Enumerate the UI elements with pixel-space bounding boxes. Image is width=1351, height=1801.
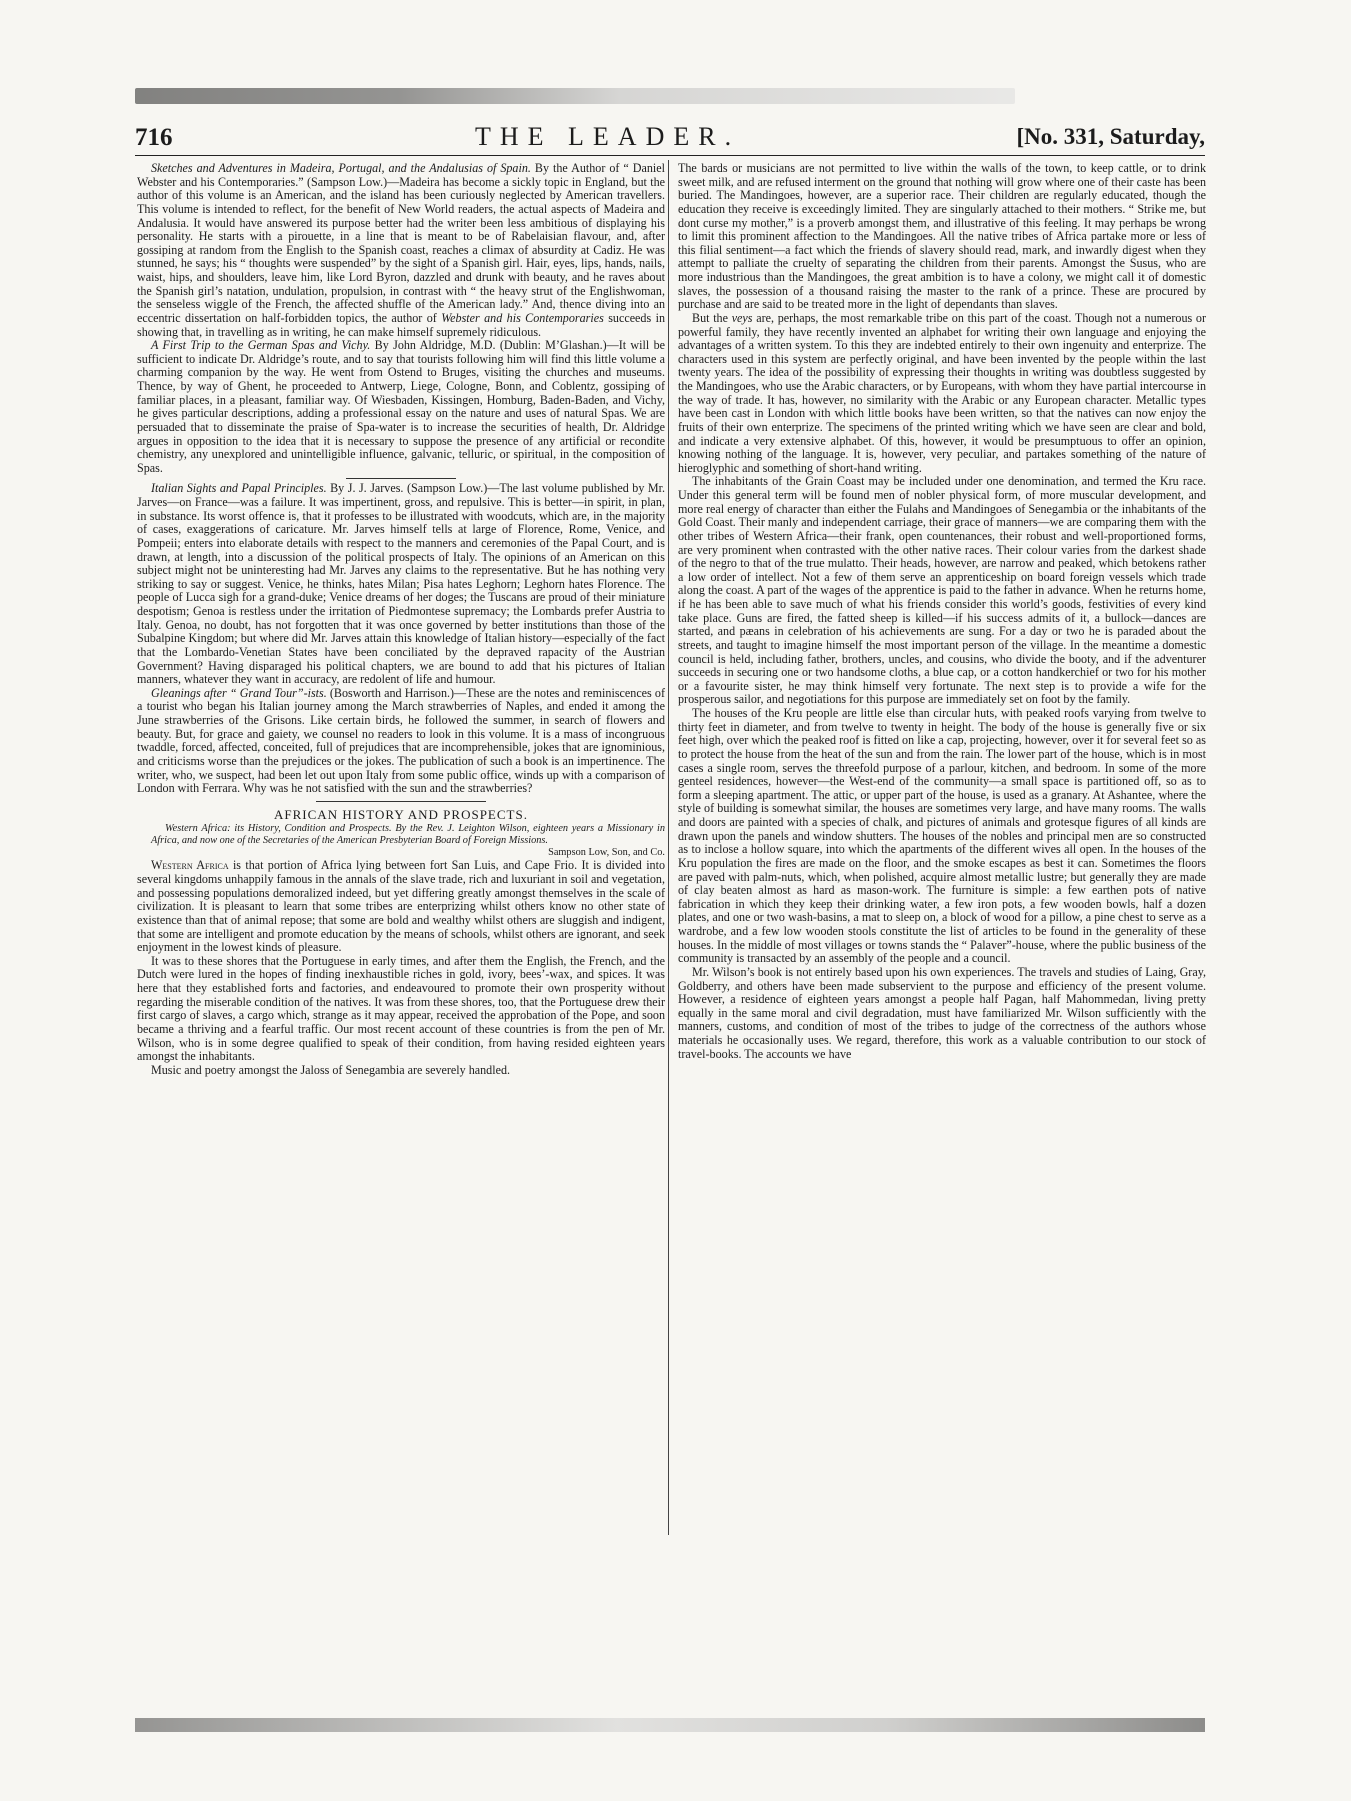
right-column — [678, 162, 1206, 1061]
article-paragraph: The bards or musicians are not permitted to live within the walls of the town, to keep cattle, or to drink sweet milk, and are refused interment on the ground that nothing will grow where one of their caste has been buried. The Mandingoes, however, are a superior race. Their children are regularly educated, though the education they receive is exceedingly limited. They are singularly attached to their mothers. “ Strike me, but dont curse my mother,” is a proverb amongst them, and illustrative of this feeling. It may perhaps be wrong to limit this prominent affection to the Mandingoes. All the native tribes of Africa partake more or less of this filial sentiment—a fact which the friends of slavery should read, mark, and inwardly digest when they attempt to palliate the cruelty of separating the children from their parents. Amongst the Susus, who are more industrious than the Mandingoes, the great ambition is to have a colony, we might call it of domestic slaves, the possession of a thousand raising the master to the rank of a prince. These are procured by purchase and are said to be treated more in the light of dependants than slaves. — [678, 161, 1206, 312]
article-paragraph: Music and poetry amongst the Jaloss of Senegambia are severely handled. — [151, 1062, 511, 1077]
masthead: THE LEADER. — [475, 122, 741, 151]
page-header — [135, 118, 1205, 150]
issue-line: [No. 331, Saturday, — [1016, 124, 1205, 149]
left-column — [137, 162, 665, 1077]
review-title: Italian Sights and Papal Principles. — [151, 481, 327, 496]
separator — [346, 478, 456, 479]
book-title: Western Africa: its History, Condition and Prospects. By the Rev. J. Leighton Wilson, eighteen years a Missionary in Africa, and now one of the Secretaries of the American Presbyterian Board of Foreign Missions. — [151, 823, 665, 847]
review-title: A First Trip to the German Spas and Vichy. — [151, 338, 371, 353]
emphasis: veys — [731, 310, 753, 325]
review-text: succeeds in showing that, in travelling as in writing, he can make himself supremely ridiculous. — [137, 310, 665, 339]
article-paragraph — [137, 859, 665, 954]
article-paragraph: The houses of the Kru people are little else than circular huts, with peaked roofs varying from twelve to thirty feet in diameter, and from twelve to twenty in height. The body of the house is generally five or six feet high, over which the peaked roof is fitted on like a cap, projecting, however, over it for several feet so as to protect the house from the heat of the sun and from the rain. The lower part of the house, which is in most cases a single room, serves the threefold purpose of a parlour, kitchen, and bedroom. In some of the more genteel residences, however—the West-end of the community—a small space is partitioned off, so as to form a sleeping apartment. The attic, or upper part of the house, is used as a granary. At Ashantee, where the style of building is somewhat similar, the houses are sometimes very large, and have many rooms. The walls and doors are painted with a species of chalk, and pictures of animals and grotesque figures of all kinds are drawn upon the panels and window shutters. The houses of the nobles and principal men are so constructed as to inclose a hollow square, into which the apartments of the different wives all open. In the houses of the Kru population the fires are made on the floor, and the smoke escapes as best it can. Sometimes the floors are paved with palm-nuts, which, when polished, acquire almost metallic lustre; but generally they are made of clay beaten almost as hard as mason-work. The furniture is simple: a few earthen pots of native fabrication in which they keep their drinking water, a few iron pots, a few wooden bowls, half a dozen plates, and one or two wash-basins, a mat to sleep on, a block of wood for a pillow, a pine chest to serve as a wardrobe, and a few low wooden stools constitute the list of articles to be found in the generality of these houses. In the middle of most villages or towns stands the “ Palaver”-house, where the public business of the community is transacted by an assembly of the people and a council. — [678, 706, 1206, 966]
page-number: 716 — [135, 124, 173, 151]
section-heading: AFRICAN HISTORY AND PROSPECTS. — [274, 806, 528, 822]
article-paragraph — [678, 312, 1206, 476]
header-rule — [135, 155, 1205, 156]
review-text: By J. J. Jarves. (Sampson Low.)—The last volume published by Mr. Jarves—on France—was a failure. It was impertinent, gross, and repulsive. This is better—in spirit, in plan, in substance. Its worst offence is, that it professes to be illustrated with woodcuts, which are, in the majority of cases, exaggerations of caricature. Mr. Jarves himself tells at large of Florence, Rome, Venice, and Pompeii; enters into elaborate details with respect to the manners and ceremonies of the Papal Court, and is drawn, at length, into a discussion of the political prospects of Italy. The opinions of an American on this subject might not be uninteresting had Mr. Jarves any claims to the representative. But he has nothing very striking to say or suggest. Venice, he thinks, hates Milan; Pisa hates Leghorn; Leghorn hates Florence. The people of Lucca sigh for a grand-duke; Venice dreams of her doges; the Tuscans are proud of their miniature despotism; Genoa is restless under the irritation of Piedmontese supremacy; the Lombards prefer Austria to Italy. Genoa, no doubt, has not forgotten that it was once governed by better institutions than those of the Subalpine Kingdom; but where did Mr. Jarves attain this knowledge of Italian history—especially of the fact that the Lombardo-Venetian States have been conciliated by the depraved rapacity of the Austrian Government? Having disparaged his political chapters, we are bound to add that his pictures of Italian manners, whatever they want in accuracy, are redolent of life and humour. — [137, 481, 666, 687]
publisher: Sampson Low, Son, and Co. — [548, 847, 665, 859]
review-madeira — [137, 162, 665, 339]
paragraph-text: are, perhaps, the most remarkable tribe on this part of the coast. Though not a numerous or powerful family, they have recently invented an alphabet for writing their own language and enjoying the advantages of a written system. To this they are indebted entirely to their own ingenuity and enterprize. The characters used in this system are perfectly original, and have been invented by the people within the last twenty years. The idea of the possibility of expressing their thoughts in writing was doubtless suggested by the Mandingoes, who use the Arabic characters, or by Europeans, with whom they have partial intercourse in the way of trade. It has, however, no similarity with the Arabic or any European character. Metallic types have been cast in London with which little books have been written, so that the natives can now enjoy the fruits of their own enterprize. The specimens of the printed writing which we have seen are clear and bold, and indicate a very extensive alphabet. Of this, however, it would be presumptuous to offer an opinion, knowing nothing of the language. It is, however, very peculiar, and partakes something of the nature of hieroglyphic and something of short-hand writing. — [678, 310, 1207, 475]
column-divider — [668, 160, 669, 1535]
review-spas — [137, 339, 665, 475]
paragraph-text: But the — [692, 310, 732, 325]
scan-artifact-top — [135, 88, 1015, 104]
separator — [316, 801, 486, 802]
paragraph-text: is that portion of Africa lying between fort San Luis, and Cape Frio. It is divided into several kingdoms unhappily famous in the annals of the slave trade, rich and luxuriant in soil and vegetation, and possessing populations demoralized indeed, but yet differing greatly amongst themselves in the scale of civilization. It is pleasant to learn that some tribes are enterprizing whilst others know no other state of existence than that of animal repose; that some are bold and wealthy whilst others are sluggish and indigent, that some are intelligent and promote education by the means of schools, whilst others are ignorant, and seek enjoyment in the lowest kinds of pleasure. — [137, 858, 666, 955]
review-text: By John Aldridge, M.D. (Dublin: M’Glashan.)—It will be sufficient to indicate Dr. Aldridge’s route, and to say that tourists following him will find this little volume a charming companion by the way. He went from Ostend to Bruges, visiting the churches and museums. Thence, by way of Ghent, he proceeded to Antwerp, Liege, Cologne, Bonn, and Coblentz, gossiping of familiar places, in a pleasant, familiar way. Of Wiesbaden, Kissingen, Homburg, Baden-Baden, and Vichy, he gives particular descriptions, adding a professional essay on the nature and uses of natural Spas. We are persuaded that to disseminate the praise of Spa-water is to increase the securities of health, Dr. Aldridge argues in opposition to the idea that it is necessary to suppose the presence of any artificial or recondite chemistry, any unexplored and unintelligible influence, galvanic, telluric, or spiritual, in the composition of Spas. — [137, 338, 665, 475]
article-paragraph: The inhabitants of the Grain Coast may be included under one denomination, and termed the Kru race. Under this general term will be found men of nobler physical form, of more muscular development, and more real energy of character than either the Fulahs and Mandingoes of Senegambia or the inhabitants of the Gold Coast. Their manly and independent carriage, their grace of manners—we are comparing them with the other tribes of Western Africa—their frank, open countenances, their robust and well-proportioned forms, are very prominent when contrasted with the other native races. Their colour varies from the darkest shade of the negro to that of the true mulatto. Their heads, however, are narrow and peaked, which betokens rather a low order of intellect. Not a few of them serve an apprenticeship on board foreign vessels which trade along the coast. A part of the wages of the apprentice is paid to the father in advance. When he returns home, if he has been able to save much of what his friends consider this world’s goods, festivities of every kind take place. Guns are fired, the fatted sheep is killed—if his success admits of it, a bullock—dances are started, and pæans in celebration of his achievements are sung. For a day or two he is paraded about the streets, and taught to imagine himself the most important person of the village. In the meantime a domestic council is held, including father, brothers, uncles, and cousins, who divide the booty, and if the adventurer succeeds in securing one or two handsome cloths, a blue cap, or a cotton handkerchief or two for his mother or a favourite sister, he may think himself very fortunate. The next step is to provide a wife for the prosperous sailor, and negotiations for this purpose are immediately set on foot by the family. — [678, 474, 1206, 707]
review-title: Webster and his Contemporaries — [441, 310, 604, 325]
review-title: Sketches and Adventures in Madeira, Portugal, and the Andalusias of Spain. — [151, 161, 531, 175]
review-text: By the Author of “ Daniel Webster and his Contemporaries.” (Sampson Low.)—Madeira has become a sickly topic in England, but the author of this volume is an American, and the island has been curiously neglected by American travellers. This volume is intended to reflect, for the benefit of New World readers, the actual aspects of Madeira and Andalusia. It would have answered its purpose better had the writer been less ambitious of displaying his personality. He starts with a pirouette, in a line that is meant to be of Rabelaisian flavour, and, after gossiping at random from the English to the Spanish coast, reaches a climax of absurdity at Cadiz. He was stunned, he says; his “ thoughts were suspended” by the sight of a Spanish girl. Hair, eyes, lips, hands, nails, waist, hips, and shoulders, leave him, like Lord Byron, dazzled and drunk with beauty, and he raves about the Spanish girl’s natation, undulation, propulsion, in contrast with “ the heavy strut of the Englishwoman, the senseless wiggle of the French, the affected shuffle of the American lady.” And, thence diving into an eccentric dissertation on half-forbidden topics, the author of — [137, 161, 665, 325]
review-italian — [137, 482, 665, 686]
scan-artifact-bottom — [135, 1718, 1205, 1732]
review-title: Gleanings after “ Grand Tour”-ists. — [151, 685, 327, 700]
review-gleanings — [137, 687, 665, 796]
review-text: (Bosworth and Harrison.)—These are the notes and reminiscences of a tourist who began his Italian journey among the March strawberries of Naples, and ended it among the June strawberries of the Grisons. Like certain birds, he followed the summer, in search of flowers and beauty. But, for grace and gaiety, we counsel no readers to look in this volume. It is a mass of incongruous twaddle, forced, affected, conceited, full of prejudices that are incomprehensible, jokes that are ignominious, and criticisms worse than the prejudices or the jokes. The publication of such a book is an impertinence. The writer, who, we suspect, had been let out upon Italy from some public office, winds up with a comparison of London with Ferrara. Why was he not satisfied with the sun and the strawberries? — [137, 685, 665, 796]
article-paragraph: Mr. Wilson’s book is not entirely based upon his own experiences. The travels and studies of Laing, Gray, Goldberry, and others have been made subservient to the purpose and efficiency of the present volume. However, a residence of eighteen years amongst a people half Pagan, half Mahommedan, living pretty equally in the same moral and civil degradation, must have familiarized Mr. Wilson sufficiently with the manners, customs, and condition of most of the tribes to judge of the correctness of the authors whose materials he occasionally uses. We regard, therefore, this work as a valuable contribution to our stock of travel-books. The accounts we have — [678, 964, 1206, 1061]
article-paragraph: It was to these shores that the Portuguese in early times, and after them the English, the French, and the Dutch were lured in the hopes of finding inexhaustible riches in gold, ivory, bees’-wax, and spices. It was here that they established forts and factories, and endeavoured to promote their own prosperity without regarding the miserable condition of the natives. It was from these shores, too, that the Portuguese drew their first cargo of slaves, a cargo which, strange as it may appear, received the approbation of the Pope, and soon became a thriving and a fearful traffic. Our most recent account of these countries is from the pen of Mr. Wilson, who is in some degree qualified to speak of their condition, from having resided eighteen years amongst the inhabitants. — [137, 953, 665, 1064]
lead-words: Western Africa — [151, 858, 229, 873]
